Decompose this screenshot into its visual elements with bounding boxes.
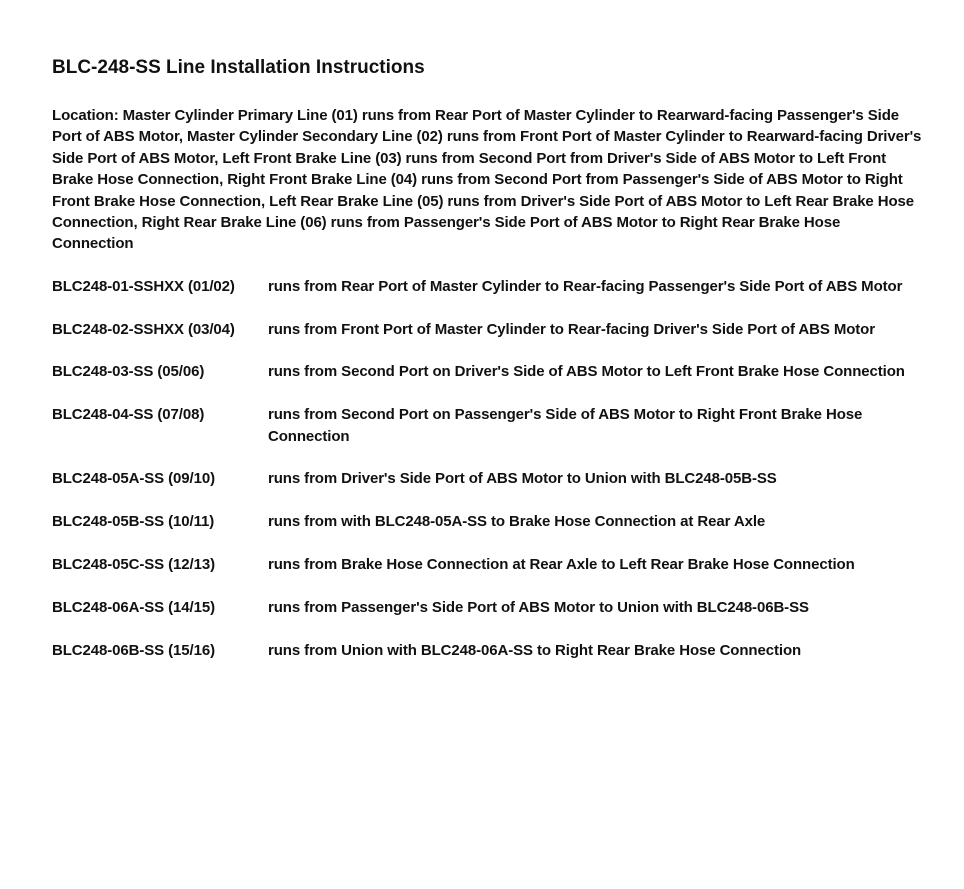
line-item [52, 404, 922, 447]
line-description: runs from Union with BLC248-06A-SS to Right Rear Brake Hose Connection [268, 641, 802, 659]
line-part-number: BLC248-05B-SS (10/11) [52, 513, 215, 531]
line-item [52, 640, 922, 661]
line-description: runs from Second Port on Passenger's Side of ABS Motor to Right Front Brake Hose Connection [268, 406, 863, 445]
line-part-number: BLC248-02-SSHXX (03/04) [52, 320, 235, 338]
line-description: runs from Second Port on Driver's Side of ABS Motor to Left Front Brake Hose Connection [268, 363, 905, 381]
line-part-number: BLC248-04-SS (07/08) [52, 406, 205, 424]
line-part-number: BLC248-03-SS (05/06) [52, 363, 205, 381]
line-item [52, 319, 922, 340]
line-description: runs from Front Port of Master Cylinder to Rear-facing Driver's Side Port of ABS Motor [268, 320, 875, 338]
line-description: runs from Passenger's Side Port of ABS Motor to Union with BLC248-06B-SS [268, 598, 809, 616]
page-title: BLC-248-SS Line Installation Instructions [52, 57, 425, 78]
line-list [52, 276, 922, 661]
line-item [52, 468, 922, 489]
line-part-number: BLC248-06A-SS (14/15) [52, 598, 215, 616]
line-item [52, 554, 922, 575]
line-description: runs from Rear Port of Master Cylinder to Rear-facing Passenger's Side Port of ABS Motor [268, 277, 903, 295]
line-part-number: BLC248-06B-SS (15/16) [52, 641, 215, 659]
line-part-number: BLC248-05C-SS (12/13) [52, 556, 215, 574]
line-part-number: BLC248-05A-SS (09/10) [52, 470, 215, 488]
instructions-page [52, 56, 922, 682]
line-item [52, 276, 922, 297]
line-item [52, 511, 922, 532]
line-description: runs from with BLC248-05A-SS to Brake Hose Connection at Rear Axle [268, 513, 766, 531]
location-paragraph: Location: Master Cylinder Primary Line (01) runs from Rear Port of Master Cylinder to Rearward-facing Passenger's Side Port of ABS Motor, Master Cylinder Secondary Line (02) runs from Front Port of Master Cylinder to Rearward-facing Driver's Side Port of ABS Motor, Left Front Brake Line (03) runs from Second Port from Driver's Side of ABS Motor to Left Front Brake Hose Connection, Right Front Brake Line (04) runs from Second Port from Passenger's Side of ABS Motor to Right Front Brake Hose Connection, Left Rear Brake Line (05) runs from Driver's Side Port of ABS Motor to Left Rear Brake Hose Connection, Right Rear Brake Line (06) runs from Passenger's Side Port of ABS Motor to Right Rear Brake Hose Connection [52, 107, 922, 253]
line-item [52, 597, 922, 618]
line-item [52, 361, 922, 382]
line-description: runs from Driver's Side Port of ABS Motor to Union with BLC248-05B-SS [268, 470, 777, 488]
line-description: runs from Brake Hose Connection at Rear Axle to Left Rear Brake Hose Connection [268, 556, 855, 574]
line-part-number: BLC248-01-SSHXX (01/02) [52, 277, 235, 295]
